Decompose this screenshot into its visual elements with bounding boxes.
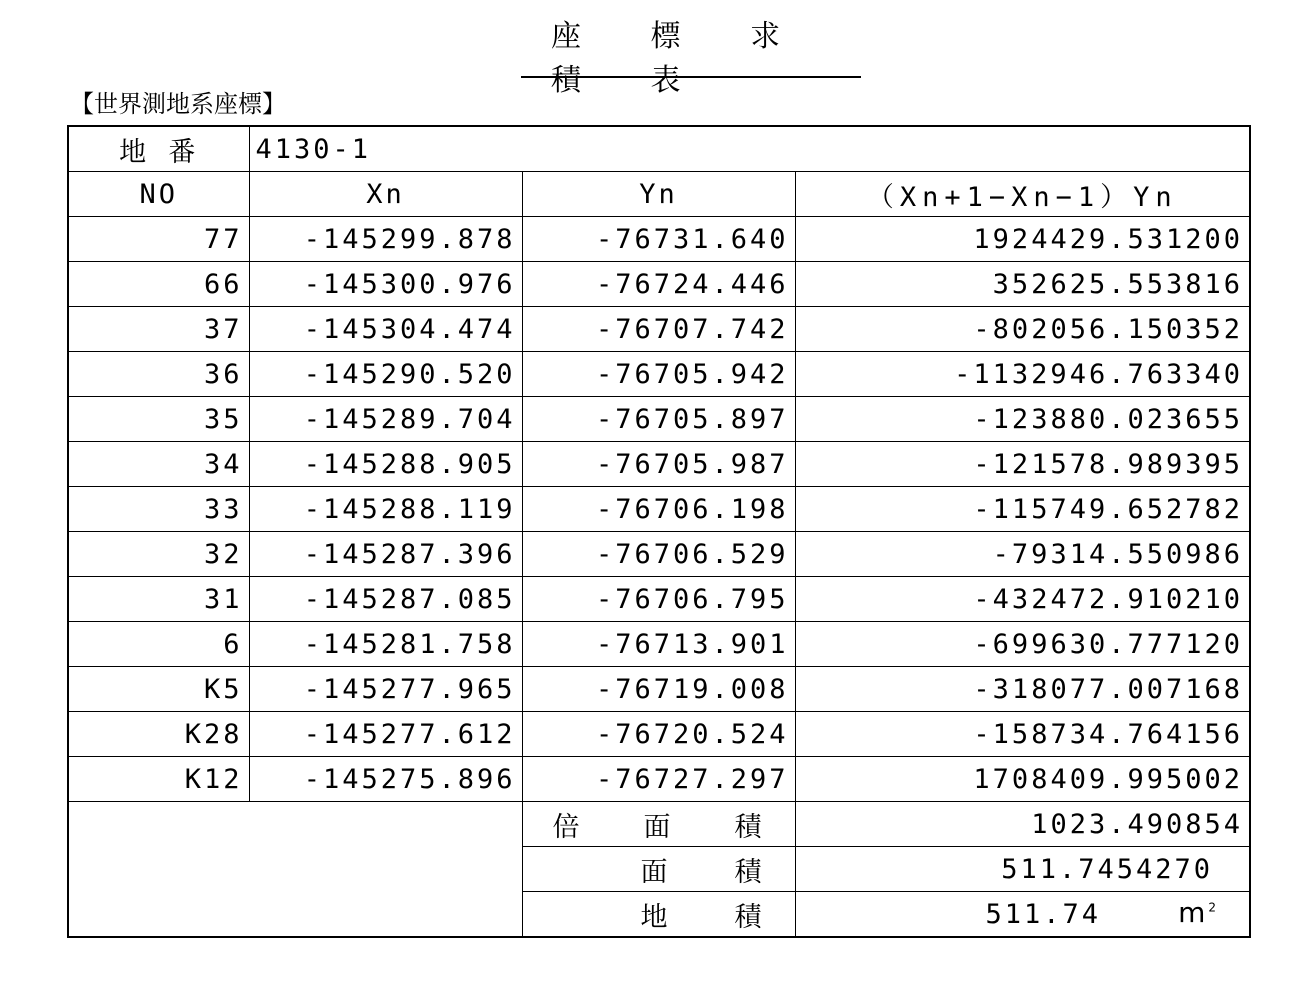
- y-coordinate: -76727.297: [522, 757, 795, 802]
- square-meter-unit: $m^2$: [1178, 896, 1219, 929]
- summary-label: [522, 892, 795, 938]
- product-value: -802056.150352: [795, 307, 1250, 352]
- product-value: -121578.989395: [795, 442, 1250, 487]
- summary-label: [522, 802, 795, 847]
- table-row: [68, 487, 1250, 532]
- y-coordinate: -76720.524: [522, 712, 795, 757]
- point-no: K12: [68, 757, 249, 802]
- table-row: [68, 352, 1250, 397]
- x-coordinate: -145290.520: [249, 352, 522, 397]
- land-area-value: 511.74: [985, 898, 1102, 930]
- table-row: [68, 307, 1250, 352]
- product-value: 1924429.531200: [795, 217, 1250, 262]
- y-coordinate: -76731.640: [522, 217, 795, 262]
- table-row: [68, 712, 1250, 757]
- point-no: 37: [68, 307, 249, 352]
- product-value: 1708409.995002: [795, 757, 1250, 802]
- label-char: 積: [734, 856, 765, 888]
- product-value: -1132946.763340: [795, 352, 1250, 397]
- point-no: 36: [68, 352, 249, 397]
- lot-label: 地 番: [68, 126, 249, 172]
- table-row: [68, 667, 1250, 712]
- point-no: 31: [68, 577, 249, 622]
- x-coordinate: -145288.119: [249, 487, 522, 532]
- land-area-value-cell: [795, 892, 1250, 938]
- point-no: 77: [68, 217, 249, 262]
- y-coordinate: -76719.008: [522, 667, 795, 712]
- table-row: [68, 217, 1250, 262]
- table-row: [68, 532, 1250, 577]
- product-value: 352625.553816: [795, 262, 1250, 307]
- product-value: -123880.023655: [795, 397, 1250, 442]
- area-calculation-table: [67, 125, 1251, 938]
- lot-row: [68, 126, 1250, 172]
- x-coordinate: -145304.474: [249, 307, 522, 352]
- x-coordinate: -145287.396: [249, 532, 522, 577]
- product-value: -115749.652782: [795, 487, 1250, 532]
- header-calc: （Xn+1−Xn−1）Yn: [795, 172, 1250, 217]
- x-coordinate: -145277.965: [249, 667, 522, 712]
- label-char: 積: [734, 811, 765, 843]
- label-char: 面: [643, 811, 674, 843]
- header-row: [68, 172, 1250, 217]
- y-coordinate: -76724.446: [522, 262, 795, 307]
- table-row: [68, 397, 1250, 442]
- product-value: -432472.910210: [795, 577, 1250, 622]
- point-no: 32: [68, 532, 249, 577]
- point-no: K28: [68, 712, 249, 757]
- x-coordinate: -145275.896: [249, 757, 522, 802]
- header-yn: Yn: [522, 172, 795, 217]
- product-value: -79314.550986: [795, 532, 1250, 577]
- summary-value: 1023.490854: [795, 802, 1250, 847]
- y-coordinate: -76706.795: [522, 577, 795, 622]
- coordinate-system-label: 【世界測地系座標】: [70, 90, 286, 118]
- table-row: [68, 262, 1250, 307]
- y-coordinate: -76707.742: [522, 307, 795, 352]
- y-coordinate: -76705.987: [522, 442, 795, 487]
- y-coordinate: -76706.529: [522, 532, 795, 577]
- summary-value: 511.7454270: [795, 847, 1250, 892]
- product-value: -158734.764156: [795, 712, 1250, 757]
- table-row: [68, 757, 1250, 802]
- y-coordinate: -76705.942: [522, 352, 795, 397]
- product-value: -318077.007168: [795, 667, 1250, 712]
- point-no: 33: [68, 487, 249, 532]
- summary-label: [522, 847, 795, 892]
- x-coordinate: -145288.905: [249, 442, 522, 487]
- y-coordinate: -76713.901: [522, 622, 795, 667]
- label-char: 地: [640, 901, 671, 933]
- y-coordinate: -76705.897: [522, 397, 795, 442]
- point-no: 6: [68, 622, 249, 667]
- point-no: K5: [68, 667, 249, 712]
- document-title: 座 標 求 積 表: [521, 34, 861, 78]
- label-char: 倍: [552, 811, 583, 843]
- x-coordinate: -145300.976: [249, 262, 522, 307]
- blank-area: [68, 802, 522, 938]
- header-xn: Xn: [249, 172, 522, 217]
- lot-number: 4130-1: [249, 126, 1250, 172]
- header-no: NO: [68, 172, 249, 217]
- x-coordinate: -145299.878: [249, 217, 522, 262]
- x-coordinate: -145287.085: [249, 577, 522, 622]
- x-coordinate: -145277.612: [249, 712, 522, 757]
- point-no: 35: [68, 397, 249, 442]
- x-coordinate: -145289.704: [249, 397, 522, 442]
- table-row: [68, 442, 1250, 487]
- table-row: [68, 622, 1250, 667]
- point-no: 34: [68, 442, 249, 487]
- table-row: [68, 577, 1250, 622]
- summary-row-double-area: [68, 802, 1250, 847]
- point-no: 66: [68, 262, 249, 307]
- label-char: 積: [734, 901, 765, 933]
- product-value: -699630.777120: [795, 622, 1250, 667]
- x-coordinate: -145281.758: [249, 622, 522, 667]
- y-coordinate: -76706.198: [522, 487, 795, 532]
- label-char: 面: [640, 856, 671, 888]
